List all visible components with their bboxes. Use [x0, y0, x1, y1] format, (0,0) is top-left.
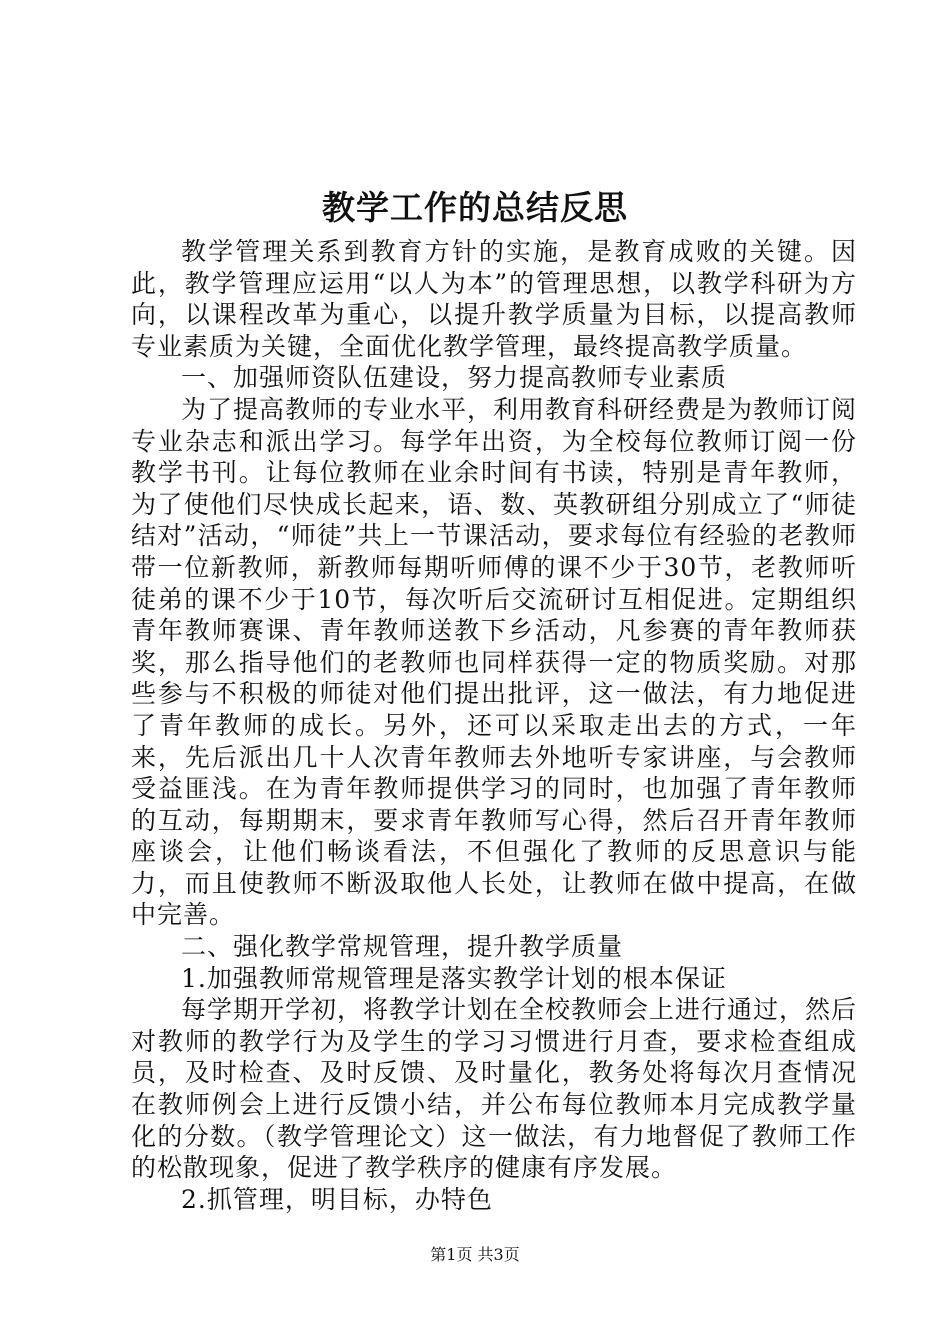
section-heading-1: 一、加强师资队伍建设，努力提高教师专业素质 — [181, 363, 728, 393]
document-title: 教学工作的总结反思 — [322, 188, 628, 227]
section-heading-2: 二、强化教学常规管理，提升教学质量 — [181, 932, 624, 962]
document-body — [131, 236, 857, 1215]
intro-paragraph: 教学管理关系到教育方针的实施，是教育成败的关键。因此，教学管理应运用“以人为本”的管理思想，以教学科研为方向，以课程改革为重心，以提升教学质量为目标，以提高教师专业素质为关键，全面优化教学管理，最终提高教学质量。 — [131, 237, 857, 361]
section-1-paragraph: 为了提高教师的专业水平，利用教育科研经费是为教师订阅专业杂志和派出学习。每学年出资，为全校每位教师订阅一份教学书刊。让每位教师在业余时间有书读，特别是青年教师，为了使他们尽快成长起来，语、数、英教研组分别成立了“师徒结对”活动，“师徒”共上一节课活动，要求每位有经验的老教师带一位新教师，新教师每期听师傅的课不少于30节，老教师听徒弟的课不少于10节，每次听后交流研讨互相促进。定期组织青年教师赛课、青年教师送教下乡活动，凡参赛的青年教师获奖，那么指导他们的老教师也同样获得一定的物质奖励。对那些参与不积极的师徒对他们提出批评，这一做法，有力地促进了青年教师的成长。另外，还可以采取走出去的方式，一年来，先后派出几十人次青年教师去外地听专家讲座，与会教师受益匪浅。在为青年教师提供学习的同时，也加强了青年教师的互动，每期期末，要求青年教师写心得，然后召开青年教师座谈会，让他们畅谈看法，不但强化了教师的反思意识与能力，而且使教师不断汲取他人长处，让教师在做中提高，在做中完善。 — [131, 394, 858, 930]
subsection-1-paragraph: 每学期开学初，将教学计划在全校教师会上进行通过，然后对教师的教学行为及学生的学习习惯进行月查，要求检查组成员，及时检查、及时反馈、及时量化，教务处将每次月查情况在教师例会上进行反馈小结，并公布每位教师本月完成教学量化的分数。（教学管理论文）这一做法，有力地督促了教师工作的松散现象，促进了教学秩序的健康有序发展。 — [131, 995, 858, 1183]
subsection-heading-2: 2.抓管理，明目标，办特色 — [181, 1184, 493, 1214]
page-footer: 第1页 共3页 — [430, 1245, 520, 1264]
subsection-heading-1: 1.加强教师常规管理是落实教学计划的根本保证 — [181, 963, 727, 993]
